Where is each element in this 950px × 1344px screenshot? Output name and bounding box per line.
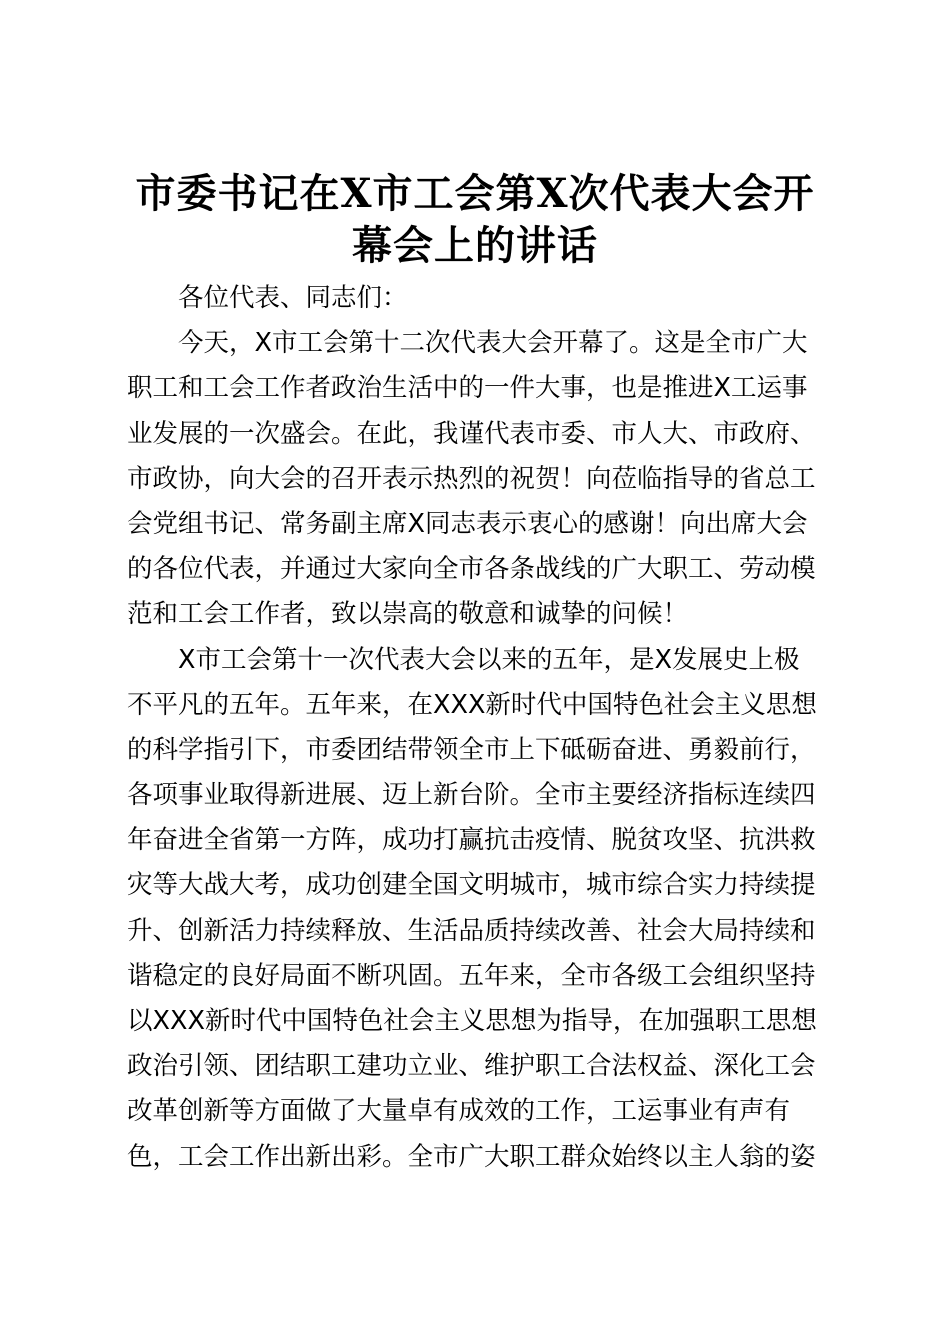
title-line: 幕会上的讲话 — [352, 222, 598, 269]
paragraph-line: 业发展的一次盛会。在此，我谨代表市委、市人大、市政府、 — [127, 418, 816, 449]
salutation: 各位代表、同志们： — [178, 283, 408, 313]
paragraph-line: 改革创新等方面做了大量卓有成效的工作，工运事业有声有 — [127, 1096, 791, 1127]
paragraph-line: 职工和工会工作者政治生活中的一件大事，也是推进X工运事 — [127, 373, 808, 404]
paragraph-line: X市工会第十一次代表大会以来的五年，是X发展史上极 — [178, 644, 800, 675]
title-line: 市委书记在X市工会第X次代表大会开 — [135, 170, 815, 217]
paragraph-line: 的各位代表，并通过大家向全市各条战线的广大职工、劳动模 — [127, 554, 816, 585]
paragraph-line: 不平凡的五年。五年来，在XXX新时代中国特色社会主义思想 — [127, 689, 817, 720]
paragraph-line: 的科学指引下，市委团结带领全市上下砥砺奋进、勇毅前行， — [127, 734, 816, 765]
paragraph-line: 色，工会工作出新出彩。全市广大职工群众始终以主人翁的姿 — [127, 1141, 816, 1172]
paragraph-line: 范和工会工作者，致以崇高的敬意和诚挚的问候！ — [127, 599, 689, 630]
paragraph-line: 升、创新活力持续释放、生活品质持续改善、社会大局持续和 — [127, 915, 816, 946]
document-body — [127, 276, 830, 1180]
paragraph-line: 各项事业取得新进展、迈上新台阶。全市主要经济指标连续四 — [127, 780, 816, 811]
paragraph-line: 灾等大战大考，成功创建全国文明城市，城市综合实力持续提 — [127, 870, 816, 901]
paragraph-line: 谐稳定的良好局面不断巩固。五年来，全市各级工会组织坚持 — [127, 960, 816, 991]
paragraph-line: 以XXX新时代中国特色社会主义思想为指导，在加强职工思想 — [127, 1006, 817, 1036]
paragraph-line: 今天，X市工会第十二次代表大会开幕了。这是全市广大 — [178, 328, 808, 359]
paragraph-2 — [127, 638, 830, 1180]
paragraph-line: 市政协，向大会的召开表示热烈的祝贺！向莅临指导的省总工 — [127, 463, 816, 494]
document-title — [100, 168, 850, 272]
paragraph-line: 政治引领、团结职工建功立业、维护职工合法权益、深化工会 — [127, 1051, 816, 1082]
paragraph-line: 会党组书记、常务副主席X同志表示衷心的感谢！向出席大会 — [127, 508, 808, 539]
paragraph-line: 年奋进全省第一方阵，成功打赢抗击疫情、脱贫攻坚、抗洪救 — [127, 825, 816, 856]
paragraph-1 — [127, 321, 830, 637]
